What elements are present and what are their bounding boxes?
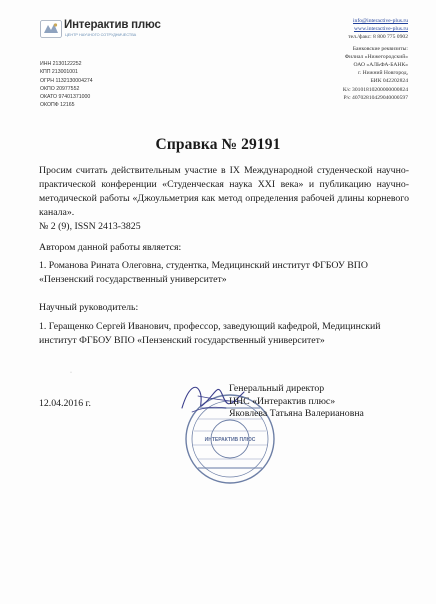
supervisor-text: 1. Геращенко Сергей Иванович, профессор, заведующий кафедрой, Медицинский институт ФГБОУ ВПО «Пензенский государственный университет» — [39, 321, 381, 346]
signer-position: Генеральный директор — [229, 383, 325, 394]
signer-block — [229, 383, 364, 421]
document-title: Справка № 29191 — [155, 136, 281, 153]
site-link: www.interactive-plus.ru — [353, 26, 408, 33]
company-logo — [40, 18, 190, 40]
logo-tagline: ЦЕНТР НАУЧНОГО СОТРУДНИЧЕСТВА — [65, 33, 137, 37]
bank-title: Банковские реквизиты: — [352, 45, 408, 52]
phone-line: тел./факс: 8 800 775 0902 — [348, 34, 408, 41]
author-text: 1. Романова Рината Олеговна, студентка, Медицинский институт ФГБОУ ВПО «Пензенский государственный университет» — [39, 260, 368, 285]
issue-date: 12.04.2016 г. — [39, 398, 91, 409]
requisite-okato: ОКАТО 97401371000 — [40, 94, 91, 101]
email-link: info@interactive-plus.ru — [352, 18, 408, 24]
requisites-block — [40, 60, 93, 110]
participation-paragraph — [39, 164, 409, 234]
logo-mark-icon — [40, 20, 62, 38]
logo-name: Интерактив плюс — [64, 19, 161, 31]
author-header: Автором данной работы является: — [39, 242, 182, 253]
requisite-okopf: ОКОПФ 12165 — [40, 102, 75, 109]
requisite-okpo: ОКПО 20977552 — [40, 85, 80, 92]
bank-city: г. Нижний Новгород, — [358, 70, 408, 77]
stamp-center-text: ИНТЕРАКТИВ ПЛЮС — [204, 437, 256, 443]
requisite-kpp: КПП 213001001 — [40, 69, 78, 76]
requisite-inn: ИНН 2130122252 — [40, 61, 82, 67]
scan-speck: · — [70, 370, 72, 376]
requisite-ogrn: ОГРН 1132130004274 — [40, 77, 93, 84]
supervisor-header: Научный руководитель: — [39, 302, 139, 313]
bank-rs: Р/с 40702810429040000597 — [343, 94, 408, 101]
participation-text: Просим считать действительным участие в IX Международной студенческой научно-практической конференции «Студенческая наука XXI века» и публикацию научно-методической работы «Джоульметрия как метод определения рабочей длины корневого канала». — [39, 165, 409, 218]
bank-bik: БИК 042202824 — [370, 78, 408, 85]
bank-branch: Филиал «Нижегородский» — [344, 53, 408, 60]
signer-org: ЦНС «Интерактив плюс» — [229, 395, 336, 407]
issn-line: № 2 (9), ISSN 2413-3825 — [39, 221, 141, 232]
contact-block — [278, 17, 408, 102]
signer-name: Яковлева Татьяна Валериановна — [229, 408, 364, 420]
bank-name: ОАО «АЛЬФА-БАНК» — [353, 62, 408, 69]
bank-ks: К/с 30101810200000000824 — [342, 86, 408, 93]
